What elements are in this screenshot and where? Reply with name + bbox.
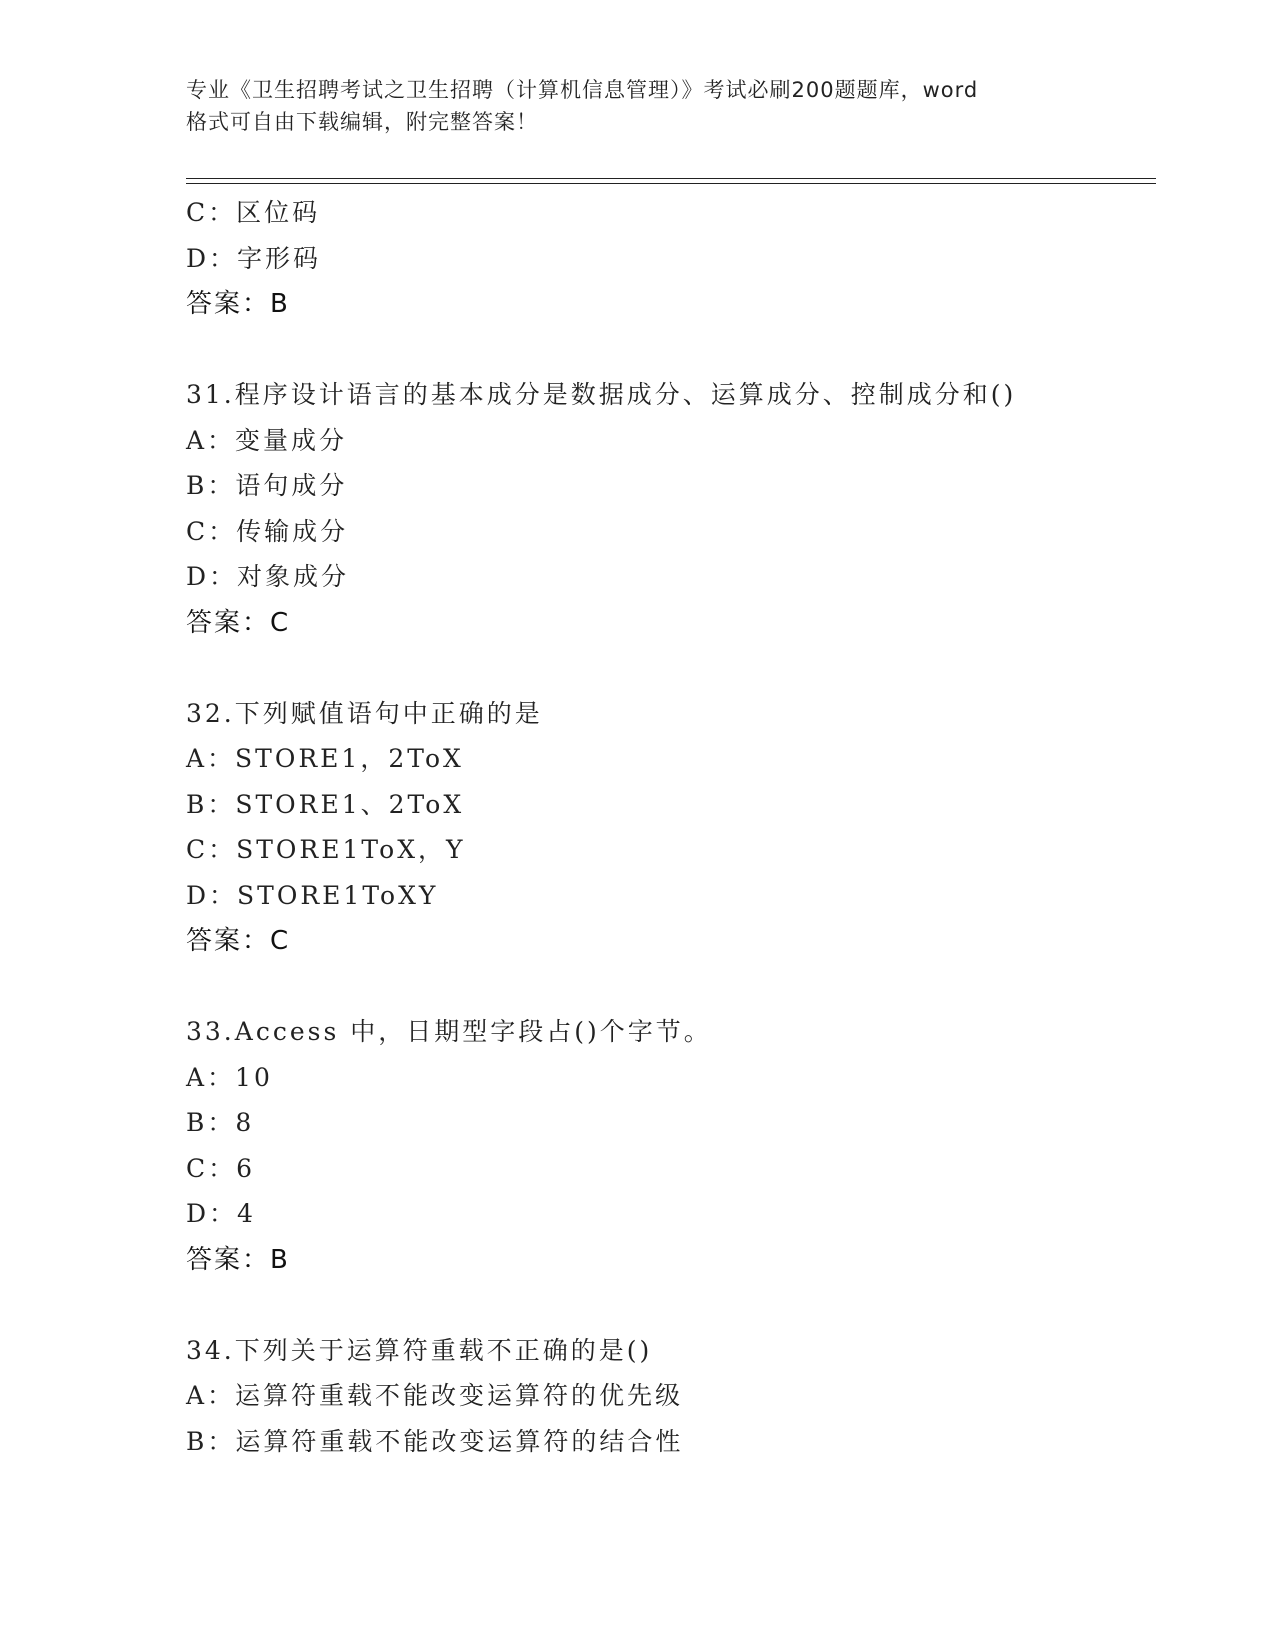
option-c: C：传输成分 (186, 516, 349, 546)
option-a: A：运算符重载不能改变运算符的优先级 (186, 1381, 684, 1410)
option-a: A：STORE1，2ToX (186, 744, 464, 773)
answer-line: 答案：C (186, 926, 291, 956)
block-spacer (186, 1284, 1156, 1328)
header-divider-top (186, 178, 1156, 179)
document-header (186, 74, 1106, 138)
option-c: C：STORE1ToX，Y (186, 835, 466, 864)
option-a: A：变量成分 (186, 425, 348, 455)
question-block-34 (186, 1328, 1156, 1465)
option-c: C：6 (186, 1153, 256, 1183)
option-b: B：STORE1、2ToX (186, 789, 465, 819)
question-list (186, 190, 1156, 1464)
question-text: 34.下列关于运算符重载不正确的是() (186, 1335, 653, 1365)
answer-line: 答案：B (186, 289, 290, 319)
question-text: 31.程序设计语言的基本成分是数据成分、运算成分、控制成分和() (186, 380, 1017, 409)
option-b: B：运算符重载不能改变运算符的结合性 (186, 1426, 684, 1456)
question-block-32 (186, 691, 1156, 966)
block-spacer (186, 965, 1156, 1009)
option-a: A：10 (186, 1062, 273, 1092)
option-d: D：字形码 (186, 243, 322, 273)
option-d: D：对象成分 (186, 562, 350, 591)
header-line-1: 专业《卫生招聘考试之卫生招聘（计算机信息管理）》考试必刷200题题库，word (186, 78, 979, 102)
option-c: C：区位码 (186, 198, 321, 227)
option-b: B：语句成分 (186, 471, 348, 500)
answer-line: 答案：C (186, 607, 291, 638)
option-d: D：4 (186, 1199, 256, 1228)
question-block-33 (186, 1009, 1156, 1284)
question-block-31 (186, 372, 1156, 647)
block-spacer (186, 328, 1156, 372)
option-d: D：STORE1ToXY (186, 880, 439, 910)
header-line-2: 格式可自由下载编辑，附完整答案！ (186, 110, 538, 134)
option-b: B：8 (186, 1108, 255, 1137)
question-text: 33.Access 中，日期型字段占()个字节。 (186, 1017, 712, 1046)
block-spacer (186, 647, 1156, 691)
question-block-30 (186, 190, 1156, 328)
answer-line: 答案：B (186, 1244, 290, 1275)
question-text: 32.下列赋值语句中正确的是 (186, 698, 543, 728)
header-divider-bottom (186, 183, 1156, 184)
